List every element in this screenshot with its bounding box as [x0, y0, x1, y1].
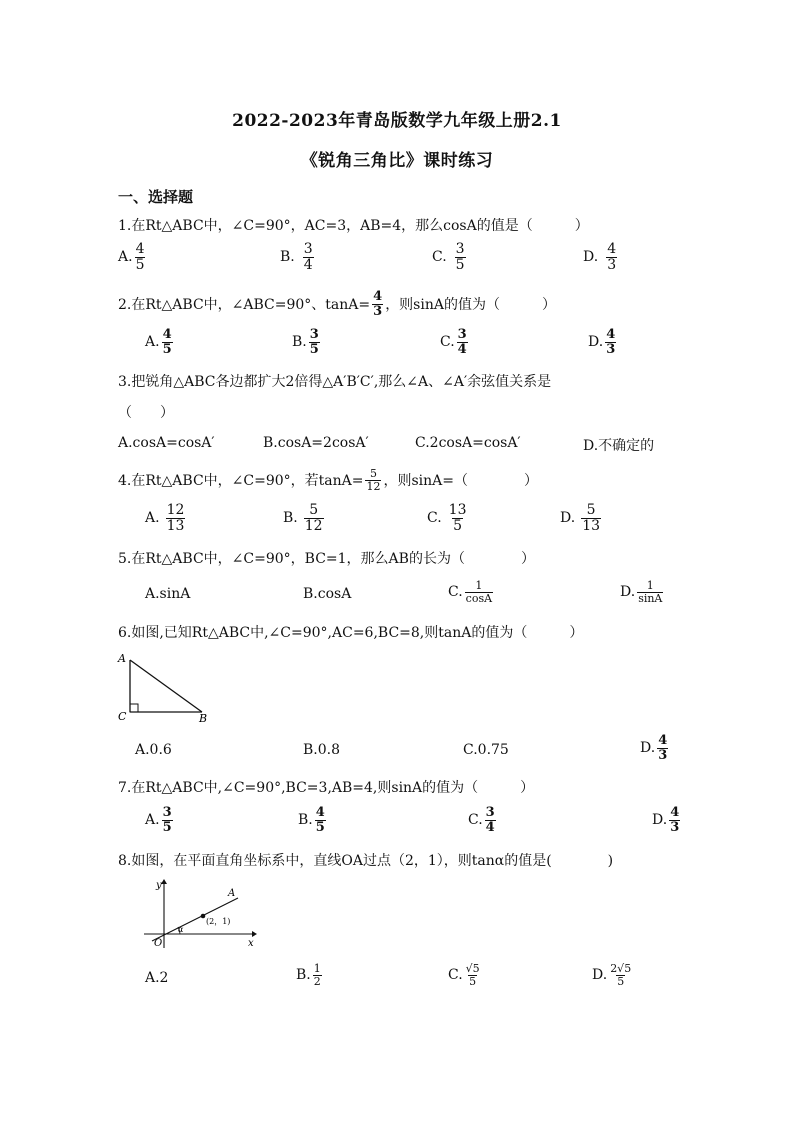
q7-option-d[interactable]: D. $\frac{4}{3}$ [652, 805, 680, 835]
fraction: $\frac{3}{4}$ [485, 805, 495, 835]
label-b: B [199, 712, 208, 724]
fraction: $\frac{5}{13}$ [582, 502, 601, 534]
q2-option-c[interactable]: C. $\frac{3}{4}$ [440, 327, 467, 357]
q2-option-d[interactable]: D. $\frac{4}{3}$ [588, 327, 616, 357]
fraction: $\frac{4}{3}$ [670, 805, 680, 835]
section-title: 一、选择题 [118, 188, 194, 206]
label-x: x [248, 938, 254, 949]
fraction: $\frac{3}{5}$ [162, 805, 172, 835]
question-5-stem: 5.在Rt△ABC中，∠C=90°，BC=1，那么AB的长为（ ） [118, 551, 535, 567]
title-line-1: 2022-2023年青岛版数学九年级上册2.1 [232, 111, 562, 131]
q5-option-c[interactable]: C. $\frac{1}{\cos A}$ [448, 579, 493, 605]
fraction: $\frac{4}{5}$ [162, 327, 172, 357]
label-a: A [118, 652, 126, 665]
label-alpha: α [178, 925, 184, 934]
fraction: $\frac{4}{3}$ [606, 327, 616, 357]
question-7-stem: 7.在Rt△ABC中,∠C=90°,BC=3,AB=4,则sinA的值为（ ） [118, 780, 535, 796]
q4-option-d[interactable]: D. $\frac{5}{13}$ [560, 502, 601, 534]
q8-option-b[interactable]: B. $\frac{1}{2}$ [296, 962, 321, 988]
fraction: $\frac{13}{5}$ [448, 502, 467, 534]
question-2-stem: 2.在Rt△ABC中，∠ABC=90°、tanA= $\frac{4}{3}$ ，则sinA的值为（ ） [118, 289, 556, 319]
question-3-stem: 3.把锐角△ABC各边都扩大2倍得△A′B′C′,那么∠A、∠A′余弦值关系是 [118, 374, 552, 390]
q4-option-b[interactable]: B. $\frac{5}{12}$ [283, 502, 323, 534]
q6-option-a[interactable]: A.0.6 [135, 742, 172, 758]
q3-option-b[interactable]: B.cosA=2cosA′ [263, 435, 369, 451]
label-a: A [228, 888, 236, 899]
fraction: $\frac{1}{\sin A}$ [638, 579, 663, 605]
title-line-2: 《锐角三角比》课时练习 [300, 151, 494, 171]
fraction: $\frac{4}{3}$ [607, 241, 617, 273]
question-6-stem: 6.如图,已知Rt△ABC中,∠C=90°,AC=6,BC=8,则tanA的值为（ ） [118, 625, 584, 641]
q6-option-c[interactable]: C.0.75 [463, 742, 509, 758]
q2-option-a[interactable]: A. $\frac{4}{5}$ [145, 327, 172, 357]
q1-option-d[interactable]: D. $\frac{4}{3}$ [583, 241, 617, 273]
q6-option-d[interactable]: D. $\frac{4}{3}$ [640, 733, 668, 763]
q3-option-d[interactable]: D.不确定的 [583, 438, 655, 454]
q6-option-b[interactable]: B.0.8 [303, 742, 341, 758]
q3-option-a[interactable]: A.cosA=cosA′ [118, 435, 215, 451]
q2-option-b[interactable]: B. $\frac{3}{5}$ [292, 327, 319, 357]
q4-option-c[interactable]: C. $\frac{13}{5}$ [427, 502, 467, 534]
q5-option-a[interactable]: A.sinA [145, 586, 191, 602]
fraction: $\frac{5}{12}$ [366, 467, 381, 493]
fraction: $\frac{2√5}{5}$ [610, 962, 632, 988]
question-8-stem: 8.如图，在平面直角坐标系中，直线OA过点（2，1），则tanα的值是( ) [118, 853, 614, 869]
fraction: $\frac{4}{5}$ [315, 805, 325, 835]
coordinate-figure [140, 876, 260, 952]
triangle-figure [114, 648, 214, 724]
q7-option-a[interactable]: A. $\frac{3}{5}$ [145, 805, 172, 835]
q5-option-d[interactable]: D. $\frac{1}{\sin A}$ [620, 579, 663, 605]
fraction: $\frac{4}{3}$ [373, 289, 383, 319]
fraction: $\frac{3}{5}$ [455, 241, 465, 273]
fraction: $\frac{3}{5}$ [309, 327, 319, 357]
fraction: $\frac{12}{13}$ [166, 502, 185, 534]
q7-option-c[interactable]: C. $\frac{3}{4}$ [468, 805, 495, 835]
q8-option-c[interactable]: C. $\frac{√5}{5}$ [448, 962, 480, 988]
question-1-stem: 1.在Rt△ABC中，∠C=90°，AC=3，AB=4，那么cosA的值是（ ） [118, 218, 589, 234]
q3-option-c[interactable]: C.2cosA=cosA′ [415, 435, 521, 451]
question-4-stem: 4.在Rt△ABC中，∠C=90°，若tanA= $\frac{5}{12}$ ，则sinA=（ ） [118, 467, 539, 493]
q8-option-a[interactable]: A.2 [145, 970, 169, 986]
fraction: $\frac{3}{4}$ [457, 327, 467, 357]
q1-option-c[interactable]: C. $\frac{3}{5}$ [432, 241, 465, 273]
fraction: $\frac{1}{\cos A}$ [465, 579, 493, 605]
label-point: (2，1) [206, 917, 231, 926]
label-c: C [118, 710, 127, 723]
q1-option-a[interactable]: A. $\frac{4}{5}$ [118, 241, 145, 273]
question-3-stem-line2: （ ） [118, 405, 174, 421]
q4-option-a[interactable]: A. $\frac{12}{13}$ [145, 502, 185, 534]
fraction: $\frac{√5}{5}$ [465, 962, 480, 988]
fraction: $\frac{3}{4}$ [303, 241, 313, 273]
label-o: O [154, 938, 163, 949]
q1-option-b[interactable]: B. $\frac{3}{4}$ [280, 241, 313, 273]
q5-option-b[interactable]: B.cosA [303, 586, 352, 602]
label-y: y [156, 880, 162, 891]
q8-option-d[interactable]: D. $\frac{2√5}{5}$ [592, 962, 632, 988]
q7-option-b[interactable]: B. $\frac{4}{5}$ [298, 805, 325, 835]
fraction: $\frac{5}{12}$ [304, 502, 323, 534]
fraction: $\frac{4}{3}$ [658, 733, 668, 763]
fraction: $\frac{4}{5}$ [135, 241, 145, 273]
fraction: $\frac{1}{2}$ [313, 962, 321, 988]
